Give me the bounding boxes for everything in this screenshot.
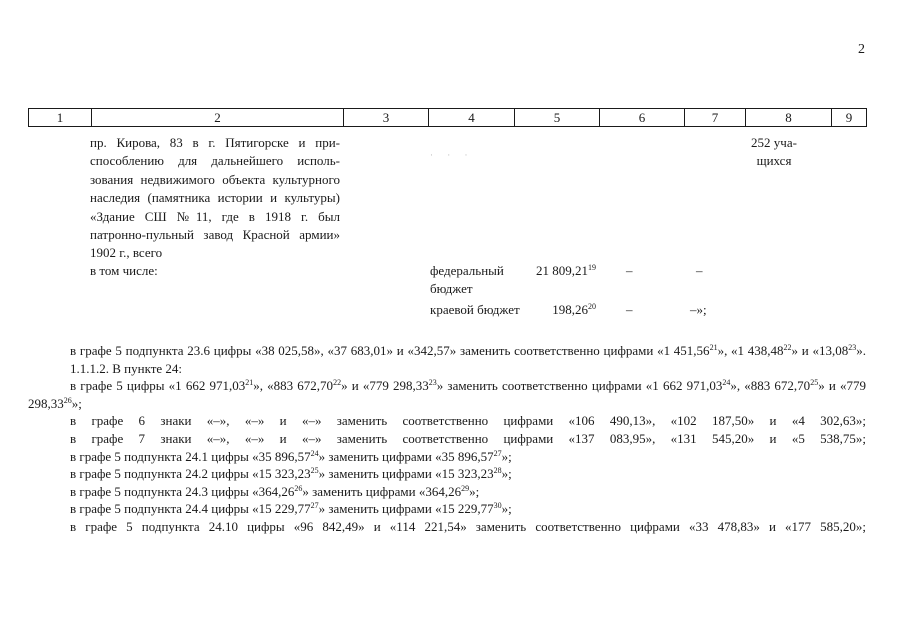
federal-budget-label: федеральный бюджет [430, 263, 504, 296]
footnote-mark: 27 [493, 448, 502, 458]
paragraph-text: в графе 5 подпункта 24.4 цифры «15 229,77 [70, 501, 311, 517]
column-number: 3 [344, 109, 429, 127]
footnote-mark: 26 [294, 483, 303, 493]
footnote-mark: 21 [709, 343, 718, 352]
regional-budget-value [508, 301, 596, 319]
paragraph-text: »; [469, 483, 480, 499]
paragraph-text: в графе 6 знаки «–», «–» и «–» заменить соответственно цифрами «106 490,13», «102 187,50» и «4 302,63»; [70, 413, 866, 429]
students-capacity: 252 учащихся [751, 135, 797, 168]
table-header-row [28, 108, 867, 127]
paragraph-text: в графе 5 подпункта 24.2 цифры «15 323,23 [70, 466, 311, 482]
column-number: 8 [746, 109, 832, 127]
amendment-paragraph [28, 377, 866, 412]
regional-col6: – [626, 302, 633, 317]
footnote-mark: 25 [810, 378, 819, 388]
scan-artifact: · · · [430, 150, 474, 160]
paragraph-text: 1.1.1.2. В пункте 24: [70, 360, 183, 376]
footnote-mark: 30 [493, 501, 502, 511]
paragraph-text: » заменить цифрами «15 323,23 [318, 466, 494, 482]
amendment-paragraph [28, 342, 866, 360]
column-number: 7 [685, 109, 746, 127]
federal-col6: – [626, 263, 633, 278]
paragraph-text: », «1 438,48 [717, 343, 784, 358]
federal-col7: – [696, 263, 703, 278]
amendment-paragraph [28, 465, 866, 483]
footnote-mark: 28 [493, 466, 502, 476]
amendment-paragraph [28, 360, 866, 378]
paragraph-text: », «883 672,70 [730, 378, 811, 394]
column-number: 2 [92, 109, 344, 127]
paragraph-text: в графе 5 подпункта 24.10 цифры «96 842,49» и «114 221,54» заменить соответственно цифрами «33 478,83» и «177 585,20»; [70, 518, 866, 534]
footnote-mark: 26 [63, 395, 72, 405]
regional-budget-label: краевой бюджет [430, 302, 520, 317]
column-number: 5 [515, 109, 600, 127]
column-number: 4 [429, 109, 515, 127]
paragraph-text: » заменить цифрами «15 229,77 [318, 501, 494, 517]
paragraph-text: в графе 5 подпункта 24.3 цифры «364,26 [70, 483, 295, 499]
column-number: 9 [832, 109, 867, 127]
paragraph-text: » заменить цифрами «364,26 [302, 483, 462, 499]
paragraph-text: » и «779 298,33 [341, 378, 429, 394]
paragraph-text: » и «13,08 [791, 343, 849, 358]
footnote-mark: 23 [428, 378, 437, 388]
federal-budget-value [508, 262, 596, 280]
paragraph-text: ». [856, 343, 866, 358]
paragraph-text: в графе 5 подпункта 23.6 цифры «38 025,58», «37 683,01» и «342,57» заменить соответственно цифрами «1 451,56 [70, 343, 710, 358]
paragraph-text: » заменить соответственно цифрами «1 662 971,03 [436, 378, 723, 394]
amendment-paragraph [28, 483, 866, 501]
paragraph-text: »; [501, 501, 512, 517]
paragraph-text: »; [501, 466, 512, 482]
amendment-paragraph [28, 412, 866, 430]
footnote-mark: 29 [461, 483, 470, 493]
column-number: 6 [600, 109, 685, 127]
federal-value-number: 21 809,21 [536, 263, 588, 278]
footnote-mark: 23 [848, 343, 857, 352]
regional-col7: –»; [690, 302, 707, 317]
paragraph-text: в графе 7 знаки «–», «–» и «–» заменить соответственно цифрами «137 083,95», «131 545,20» и «5 538,75»; [70, 430, 866, 446]
amendment-paragraphs [28, 342, 866, 536]
footnote-mark: 24 [310, 448, 319, 458]
paragraph-text: », «883 672,70 [253, 378, 334, 394]
footnote-mark: 19 [588, 263, 596, 272]
column-number: 1 [29, 109, 92, 127]
page-number: 2 [858, 42, 865, 57]
paragraph-text: в графе 5 цифры «1 662 971,03 [70, 378, 246, 394]
amendment-paragraph [28, 430, 866, 448]
footnote-mark: 27 [310, 501, 319, 511]
paragraph-text: » и «779 298,33 [28, 378, 866, 411]
footnote-mark: 21 [245, 378, 254, 388]
amendment-paragraph [28, 448, 866, 466]
paragraph-text: в графе 5 подпункта 24.1 цифры «35 896,57 [70, 448, 311, 464]
footnote-mark: 22 [333, 378, 342, 388]
paragraph-text: »; [71, 395, 82, 411]
regional-value-number: 198,26 [552, 302, 588, 317]
footnote-mark: 20 [588, 302, 596, 311]
footnote-mark: 25 [310, 466, 319, 476]
paragraph-text: » заменить цифрами «35 896,57 [318, 448, 494, 464]
paragraph-text: »; [501, 448, 512, 464]
footnote-mark: 24 [722, 378, 731, 388]
including-label: в том числе: [90, 263, 158, 278]
object-description: пр. Кирова, 83 в г. Пятигорске и приспособлению для дальнейшего использования недвижимого объекта культурного наследия (памятника истории и культуры) «Здание СШ №11, где в 1918 г. был патронно-пульный завод Красной армии» 1902 г., всего [90, 135, 340, 261]
footnote-mark: 22 [783, 343, 792, 352]
amendment-paragraph [28, 500, 866, 518]
amendment-paragraph [28, 518, 866, 536]
